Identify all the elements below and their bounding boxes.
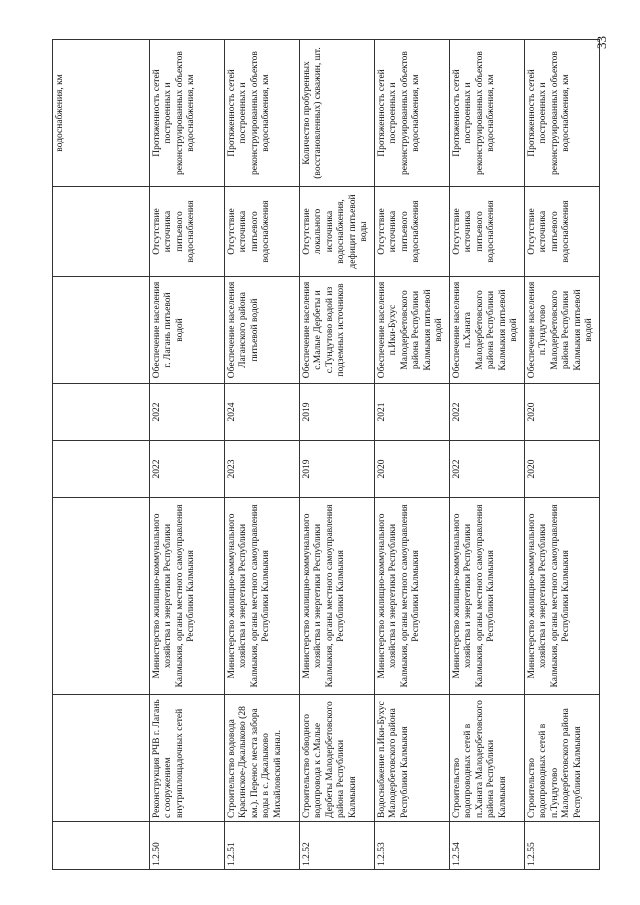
cell-indicator: Количество пробуренных (восстановленных) скважин, шт. — [300, 40, 375, 187]
cell-year-start: 2020 — [375, 441, 450, 498]
cell-executor: Министерство жилищно-коммунального хозяйства и энергетики Республики Калмыкия, органы местного самоуправления Республики Калмыкия — [525, 498, 600, 695]
cell-year-end: 2022 — [150, 384, 225, 441]
cell-empty — [53, 384, 150, 441]
cell-problem: Отсутствие источника питьевого водоснабжения — [450, 187, 525, 277]
table-continuation-row — [53, 40, 150, 870]
cell-executor: Министерство жилищно-коммунального хозяйства и энергетики Республики Калмыкия, органы местного самоуправления Республики Калмыкия — [225, 498, 300, 695]
cell-number: 1.2.55 — [525, 822, 600, 870]
cell-year-start: 2019 — [300, 441, 375, 498]
table-row — [450, 40, 525, 870]
cell-indicator: Протяженность сетей построенных и реконструированных объектов водоснабжения, км — [225, 40, 300, 187]
rotated-table-container — [52, 40, 594, 870]
cell-name: Строительство обводного водопровода к с.Малые Дербеты Малодербетовского района Республики Калмыкия — [300, 695, 375, 822]
cell-year-end: 2019 — [300, 384, 375, 441]
cell-number: 1.2.52 — [300, 822, 375, 870]
cell-empty — [53, 695, 150, 822]
cell-problem: Отсутствие источника питьевого водоснабжения — [150, 187, 225, 277]
cell-goal: Обеспечение населения с.Малые Дербеты и с.Тундутово водой из подземных источников — [300, 277, 375, 384]
cell-year-end: 2021 — [375, 384, 450, 441]
table-row — [300, 40, 375, 870]
cell-problem: Отсутствие локального источника водоснабжения, дефицит питьевой воды — [300, 187, 375, 277]
cell-indicator: Протяженность сетей построенных и реконструированных объектов водоснабжения, км — [525, 40, 600, 187]
cell-number: 1.2.51 — [225, 822, 300, 870]
cell-problem: Отсутствие источника питьевого водоснабжения — [225, 187, 300, 277]
cell-executor: Министерство жилищно-коммунального хозяйства и энергетики Республики Калмыкия, органы местного самоуправления Республики Калмыкия — [375, 498, 450, 695]
page-number: 33 — [594, 36, 609, 49]
cell-year-end: 2020 — [525, 384, 600, 441]
cell-empty — [53, 822, 150, 870]
cell-problem: Отсутствие источника питьевого водоснабжения — [375, 187, 450, 277]
cell-year-end: 2022 — [450, 384, 525, 441]
cell-empty — [53, 441, 150, 498]
cell-name: Строительство водопроводных сетей в п.Ханата Малодербетовского района Республики Калмыкия — [450, 695, 525, 822]
cell-year-end: 2024 — [225, 384, 300, 441]
cell-name: Водоснабжение п.Ики-Бухус Малодербетовского района Республики Калмыкия — [375, 695, 450, 822]
cell-executor: Министерство жилищно-коммунального хозяйства и энергетики Республики Калмыкия, органы местного самоуправления Республики Калмыкия — [300, 498, 375, 695]
table-row — [375, 40, 450, 870]
cell-name: Реконструкция РЧВ г. Лагань с сооружением внутриплощадочных сетей — [150, 695, 225, 822]
cell-goal: Обеспечение населения п.Ханата Малодербетовского района Республики Калмыкия питьевой водой — [450, 277, 525, 384]
cell-indicator: Протяженность сетей построенных и реконструированных объектов водоснабжения, км — [150, 40, 225, 187]
cell-name: Строительство водопроводных сетей в п.Тундутово Малодербетовского района Республики Калмыкия — [525, 695, 600, 822]
cell-executor: Министерство жилищно-коммунального хозяйства и энергетики Республики Калмыкия, органы местного самоуправления Республики Калмыкия — [150, 498, 225, 695]
measures-table — [52, 39, 600, 870]
cell-empty — [53, 277, 150, 384]
cell-executor: Министерство жилищно-коммунального хозяйства и энергетики Республики Калмыкия, органы местного самоуправления Республики Калмыкия — [450, 498, 525, 695]
table-row — [525, 40, 600, 870]
cell-goal: Обеспечение населения г. Лагань питьевой водой — [150, 277, 225, 384]
cell-indicator: Протяженность сетей построенных и реконструированных объектов водоснабжения, км — [450, 40, 525, 187]
cell-empty — [53, 187, 150, 277]
cell-number: 1.2.54 — [450, 822, 525, 870]
cell-indicator: Протяженность сетей построенных и реконструированных объектов водоснабжения, км — [375, 40, 450, 187]
cell-problem: Отсутствие источника питьевого водоснабжения — [525, 187, 600, 277]
cell-year-start: 2023 — [225, 441, 300, 498]
cell-goal: Обеспечение населения Лаганского района питьевой водой — [225, 277, 300, 384]
cell-goal: Обеспечение населения п.Ики-Бухус Малодербетовского района Республики Калмыкия питьевой водой — [375, 277, 450, 384]
cell-name: Строительство водовода Красинское-Джалыково (28 км.). Перенос места забора воды в с. Джалыково Михайловский канал. — [225, 695, 300, 822]
cell-indicator: водоснабжения, км — [53, 40, 150, 187]
table-row — [225, 40, 300, 870]
cell-empty — [53, 498, 150, 695]
cell-goal: Обеспечение населения п.Тундутово Малодербетовского района Республики Калмыкия питьевой водой — [525, 277, 600, 384]
cell-year-start: 2022 — [150, 441, 225, 498]
cell-number: 1.2.53 — [375, 822, 450, 870]
table-row — [150, 40, 225, 870]
cell-year-start: 2022 — [450, 441, 525, 498]
cell-number: 1.2.50 — [150, 822, 225, 870]
cell-year-start: 2020 — [525, 441, 600, 498]
